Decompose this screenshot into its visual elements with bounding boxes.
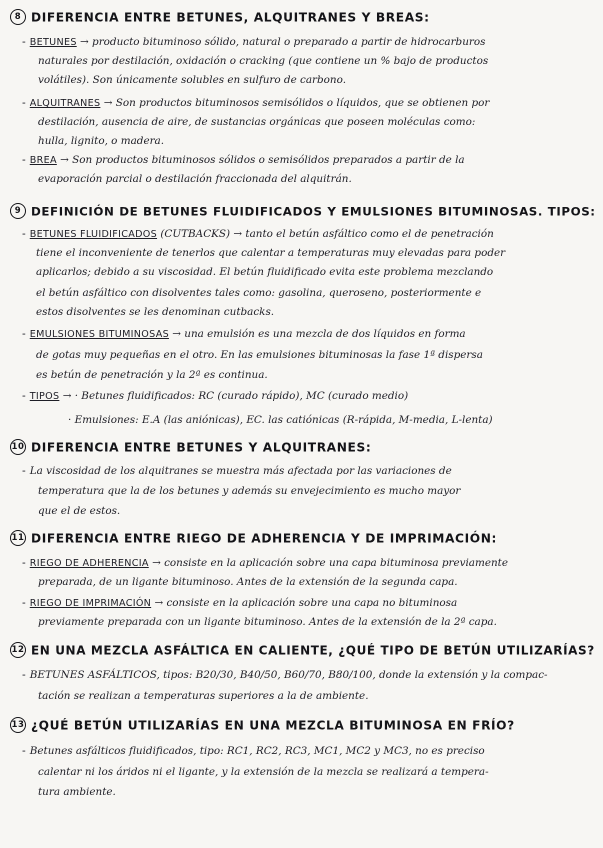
- text-line: - La viscosidad de los alquitranes se muestra más afectada por las variaciones de: [22, 465, 452, 477]
- betunes-definition-line: - BETUNES → producto bituminoso sólido, natural o preparado a partir de hidrocarburos: [22, 36, 486, 48]
- text-line: evaporación parcial o destilación fraccionada del alquitrán.: [38, 173, 352, 185]
- text-line: aplicarlos; debido a su viscosidad. El betún fluidificado evita este problema mezclando: [36, 266, 494, 278]
- section-number: 12: [10, 642, 26, 658]
- text-line: que el de estos.: [38, 505, 121, 517]
- text-line: - BETUNES ASFÁLTICOS, tipos: B20/30, B40/50, B60/70, B80/100, donde la extensión y la compac-: [22, 669, 548, 681]
- text-line: - Betunes asfálticos fluidificados, tipo: RC1, RC2, RC3, MC1, MC2 y MC3, no es preciso: [22, 745, 485, 757]
- term-brea: BREA: [29, 155, 57, 166]
- section-number: 10: [10, 439, 26, 455]
- term-tipos: TIPOS: [29, 391, 60, 402]
- term-riego-imprimacion: RIEGO DE IMPRIMACIÓN: [29, 598, 152, 609]
- emulsiones-line: - EMULSIONES BITUMINOSAS → una emulsión es una mezcla de dos líquidos en forma: [22, 328, 466, 340]
- text-line: calentar ni los áridos ni el ligante, y la extensión de la mezcla se realizará a tempera-: [38, 766, 489, 778]
- section-10-title: 10 DIFERENCIA ENTRE BETUNES Y ALQUITRANES:: [11, 440, 372, 455]
- text-line: tiene el inconveniente de tenerlos que calentar a temperaturas muy elevadas para poder: [36, 247, 506, 259]
- section-9-title: 9 DEFINICIÓN DE BETUNES FLUIDIFICADOS Y EMULSIONES BITUMINOSAS. TIPOS:: [10, 204, 596, 220]
- brea-definition-line: - BREA → Son productos bituminosos sólidos o semisólidos preparados a partir de la: [22, 154, 465, 166]
- riego-imprimacion-line: - RIEGO DE IMPRIMACIÓN → consiste en la aplicación sobre una capa no bituminosa: [22, 597, 458, 609]
- text-line: temperatura que la de los betunes y además su envejecimiento es mucho mayor: [38, 485, 461, 497]
- section-number: 11: [10, 530, 26, 546]
- text-line: estos disolventes se les denominan cutbacks.: [36, 306, 275, 318]
- text-line: de gotas muy pequeñas en el otro. En las emulsiones bituminosas la fase 1ª dispersa: [36, 349, 483, 361]
- section-number: 8: [10, 9, 26, 25]
- section-13-title: 13 ¿QUÉ BETÚN UTILIZARÍAS EN UNA MEZCLA BITUMINOSA EN FRÍO?: [11, 718, 515, 733]
- term-emulsiones: EMULSIONES BITUMINOSAS: [29, 329, 169, 340]
- section-8-title: 8 DIFERENCIA ENTRE BETUNES, ALQUITRANES Y BREAS:: [10, 10, 430, 26]
- section-number: 13: [10, 717, 26, 733]
- text-line: volátiles). Son únicamente solubles en sulfuro de carbono.: [38, 74, 346, 86]
- riego-adherencia-line: - RIEGO DE ADHERENCIA → consiste en la aplicación sobre una capa bituminosa previamente: [22, 557, 509, 569]
- text-line: destilación, ausencia de aire, de sustancias orgánicas que poseen moléculas como:: [38, 116, 476, 128]
- alquitranes-definition-line: - ALQUITRANES → Son productos bituminosos semisólidos o líquidos, que se obtienen por: [22, 97, 490, 109]
- term-betunes: BETUNES: [29, 37, 77, 48]
- text-line: es betún de penetración y la 2ª es continua.: [36, 369, 268, 381]
- section-number: 9: [10, 203, 26, 219]
- term-alquitranes: ALQUITRANES: [29, 98, 101, 109]
- term-riego-adherencia: RIEGO DE ADHERENCIA: [29, 558, 149, 569]
- text-line: el betún asfáltico con disolventes tales como: gasolina, queroseno, posteriormente e: [36, 287, 482, 299]
- term-betunes-fluidificados: BETUNES FLUIDIFICADOS: [29, 229, 158, 240]
- text-line: naturales por destilación, oxidación o cracking (que contiene un % bajo de productos: [38, 55, 489, 67]
- tipos-line: - TIPOS → · Betunes fluidificados: RC (curado rápido), MC (curado medio): [22, 390, 409, 402]
- text-line: preparada, de un ligante bituminoso. Antes de la extensión de la segunda capa.: [38, 576, 458, 588]
- text-line: previamente preparada con un ligante bituminoso. Antes de la extensión de la 2ª capa.: [38, 616, 497, 628]
- betunes-fluidificados-line: - BETUNES FLUIDIFICADOS (CUTBACKS) → tanto el betún asfáltico como el de penetración: [22, 228, 494, 240]
- text-line: tación se realizan a temperaturas superiores a la de ambiente.: [38, 690, 369, 702]
- text-line: tura ambiente.: [38, 786, 116, 798]
- text-line: · Emulsiones: E.A (las aniónicas), EC. las catiónicas (R-rápida, M-media, L-lenta): [68, 414, 493, 426]
- text-line: hulla, lignito, o madera.: [38, 135, 165, 147]
- section-11-title: 11 DIFERENCIA ENTRE RIEGO DE ADHERENCIA Y DE IMPRIMACIÓN:: [11, 531, 497, 546]
- section-12-title: 12 EN UNA MEZCLA ASFÁLTICA EN CALIENTE, ¿QUÉ TIPO DE BETÚN UTILIZARÍAS?: [11, 643, 595, 658]
